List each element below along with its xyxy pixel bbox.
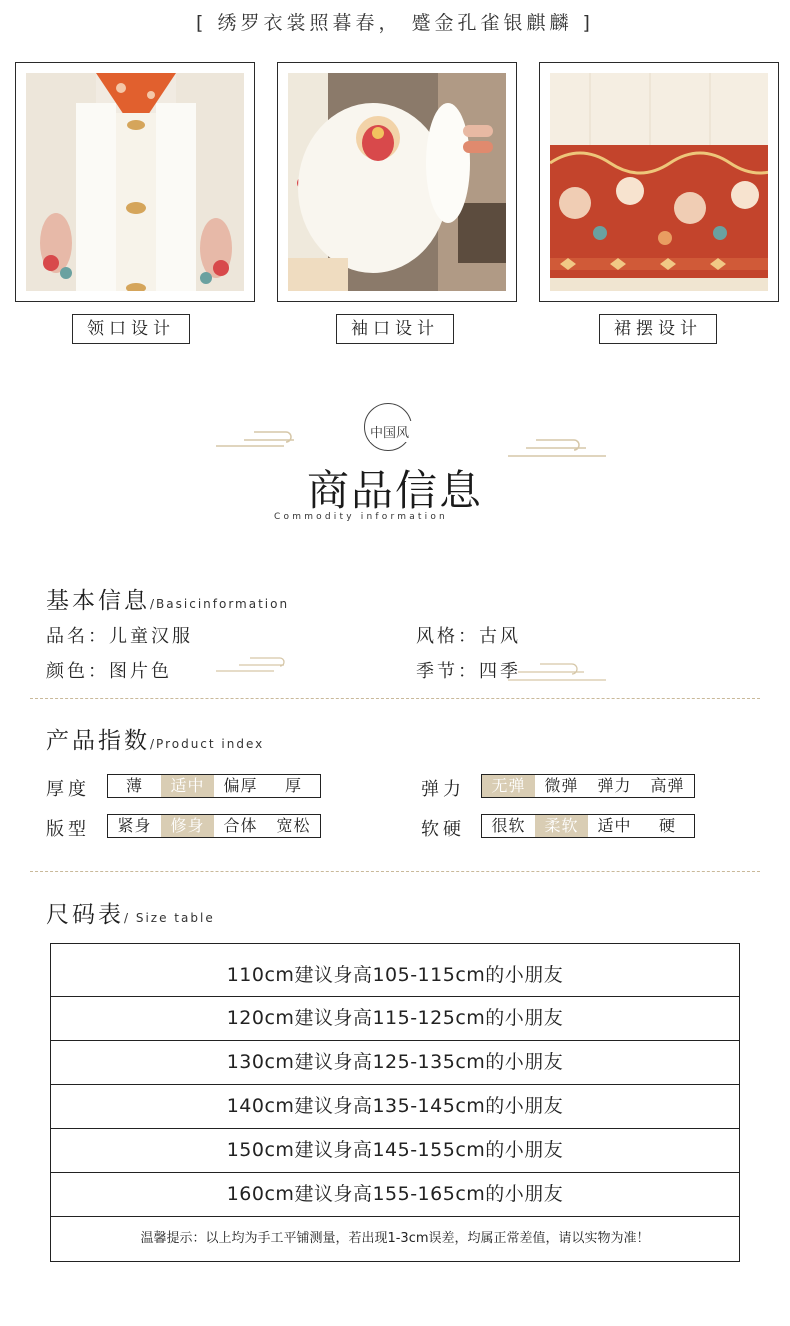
- elasticity-scale: [481, 774, 695, 798]
- season-value: 四季: [479, 661, 521, 682]
- size-heading: [46, 896, 215, 929]
- softness-option: 很软: [491, 816, 526, 835]
- softness-option-selected: 柔软: [535, 815, 588, 837]
- season-label: 季节：: [416, 661, 479, 682]
- section-subtitle: Commodity information: [274, 512, 448, 522]
- fit-label: 版型: [46, 819, 90, 840]
- thickness-option: 厚: [284, 776, 302, 795]
- basic-title: 基本信息: [46, 588, 150, 614]
- section-title: 商品信息: [306, 466, 483, 515]
- detail-photo-cuff: [277, 62, 517, 302]
- label-hem-design: 裙摆设计: [599, 314, 717, 344]
- fit-option: 合体: [223, 816, 258, 835]
- label-collar-design: 领口设计: [72, 314, 190, 344]
- index-title-en: /Product index: [150, 737, 265, 751]
- size-row: 150cm建议身高145-155cm的小朋友: [51, 1129, 739, 1173]
- hem-photo-image: [550, 73, 768, 291]
- style-value: 古风: [479, 626, 521, 647]
- fit-option: 紧身: [117, 816, 152, 835]
- color-value: 图片色: [109, 661, 172, 682]
- color-label: 颜色：: [46, 661, 109, 682]
- detail-photo-collar: [15, 62, 255, 302]
- softness-label: 软硬: [421, 819, 465, 840]
- size-row: 110cm建议身高105-115cm的小朋友: [51, 944, 739, 997]
- thickness-option: 偏厚: [223, 776, 258, 795]
- divider-2: [30, 871, 760, 872]
- size-title: 尺码表: [46, 902, 124, 928]
- elasticity-option: 弹力: [597, 776, 632, 795]
- fit-option: 宽松: [276, 816, 311, 835]
- cloud-deco-left: [214, 428, 314, 452]
- size-title-en: / Size table: [124, 911, 215, 925]
- index-heading: [46, 722, 264, 755]
- basic-heading: [46, 582, 289, 615]
- size-table: [50, 943, 740, 1262]
- softness-option: 适中: [597, 816, 632, 835]
- size-note: 温馨提示：以上均为手工平铺测量，若出现1-3cm误差，均属正常差值，请以实物为准！: [140, 1231, 650, 1246]
- basic-title-en: /Basicinformation: [150, 597, 290, 611]
- thickness-option: 薄: [125, 776, 143, 795]
- cuff-photo-image: [288, 73, 506, 291]
- info-color: [46, 657, 172, 683]
- size-row: 120cm建议身高115-125cm的小朋友: [51, 997, 739, 1041]
- tagline: [ 绣罗衣裳照暮春， 蹙金孔雀银麒麟 ]: [196, 12, 594, 34]
- info-product-name: [46, 622, 193, 648]
- size-row: 160cm建议身高155-165cm的小朋友: [51, 1173, 739, 1217]
- elasticity-option: 微弹: [544, 776, 579, 795]
- cloud-deco-info-left: [214, 655, 304, 677]
- collar-photo-image: [26, 73, 244, 291]
- softness-scale: [481, 814, 695, 838]
- elasticity-option: 高弹: [650, 776, 685, 795]
- softness-option: 硬: [658, 816, 676, 835]
- label-cuff-design: 袖口设计: [336, 314, 454, 344]
- elasticity-label: 弹力: [421, 779, 465, 800]
- fit-scale: [107, 814, 321, 838]
- thickness-option-selected: 适中: [161, 775, 214, 797]
- divider-1: [30, 698, 760, 699]
- size-row: 130cm建议身高125-135cm的小朋友: [51, 1041, 739, 1085]
- product-name-value: 儿童汉服: [109, 626, 193, 647]
- fit-option-selected: 修身: [161, 815, 214, 837]
- detail-photo-hem: [539, 62, 779, 302]
- thickness-scale: [107, 774, 321, 798]
- style-label: 风格：: [416, 626, 479, 647]
- info-style: [416, 622, 521, 648]
- emblem-text: 中国风: [370, 421, 434, 442]
- elasticity-option-selected: 无弹: [482, 775, 535, 797]
- size-row: 140cm建议身高135-145cm的小朋友: [51, 1085, 739, 1129]
- thickness-label: 厚度: [46, 779, 90, 800]
- cloud-deco-info-right: [506, 658, 610, 686]
- index-title: 产品指数: [46, 728, 150, 754]
- product-name-label: 品名：: [46, 626, 109, 647]
